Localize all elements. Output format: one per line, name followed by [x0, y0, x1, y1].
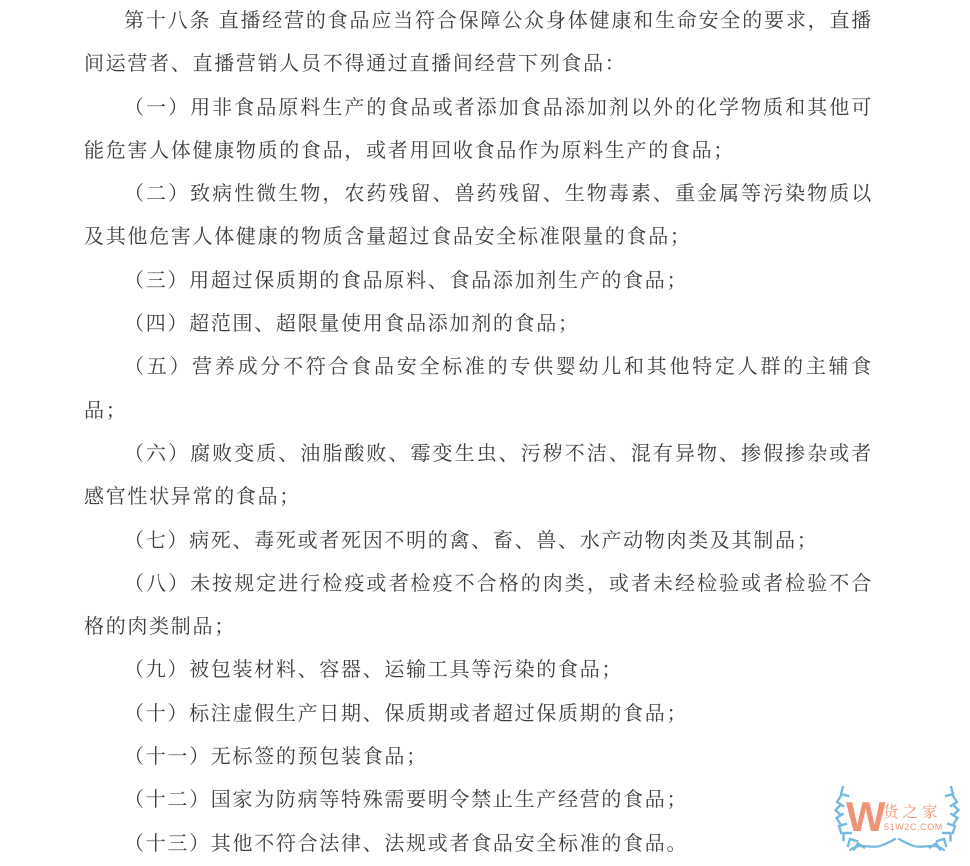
list-item-9: （九）被包装材料、容器、运输工具等污染的食品； [124, 659, 624, 682]
watermark-svg [826, 786, 968, 864]
list-item-11: （十一）无标签的预包装食品； [124, 746, 428, 769]
watermark-logo [826, 786, 968, 864]
list-item-2: （二）致病性微生物，农药残留、兽药残留、生物毒素、重金属等污染物质以及其他危害人体健康的物质含量超过食品安全标准限量的食品； [84, 183, 873, 249]
list-item-4: （四）超范围、超限量使用食品添加剂的食品； [124, 313, 580, 336]
list-item-7: （七）病死、毒死或者死因不明的禽、畜、兽、水产动物肉类及其制品； [124, 529, 819, 552]
list-item-10: （十）标注虚假生产日期、保质期或者超过保质期的食品； [124, 702, 689, 725]
list-item-12: （十二）国家为防病等特殊需要明令禁止生产经营的食品； [124, 789, 689, 812]
list-item-6: （六）腐败变质、油脂酸败、霉变生虫、污秽不洁、混有异物、掺假掺杂或者感官性状异常的食品； [84, 442, 873, 509]
list-item-3: （三）用超过保质期的食品原料、食品添加剂生产的食品； [124, 269, 689, 292]
list-item-13: （十三）其他不符合法律、法规或者食品安全标准的食品。 [124, 832, 689, 855]
list-item-8: （八）未按规定进行检疫或者检疫不合格的肉类，或者未经检验或者检验不合格的肉类制品； [84, 572, 873, 639]
article-paragraph: 第十八条 直播经营的食品应当符合保障公众身体健康和生命安全的要求，直播间运营者、直播营销人员不得通过直播间经营下列食品： [84, 10, 873, 76]
list-item-1: （一）用非食品原料生产的食品或者添加食品添加剂以外的化学物质和其他可能危害人体健康物质的食品，或者用回收食品作为原料生产的食品； [84, 96, 873, 162]
watermark-site: 51W2C.COM [884, 822, 943, 832]
watermark-brand: 货之家 [883, 804, 942, 821]
watermark-letter: W [846, 793, 886, 840]
list-item-5: （五）营养成分不符合食品安全标准的专供婴幼儿和其他特定人群的主辅食品； [84, 356, 873, 422]
